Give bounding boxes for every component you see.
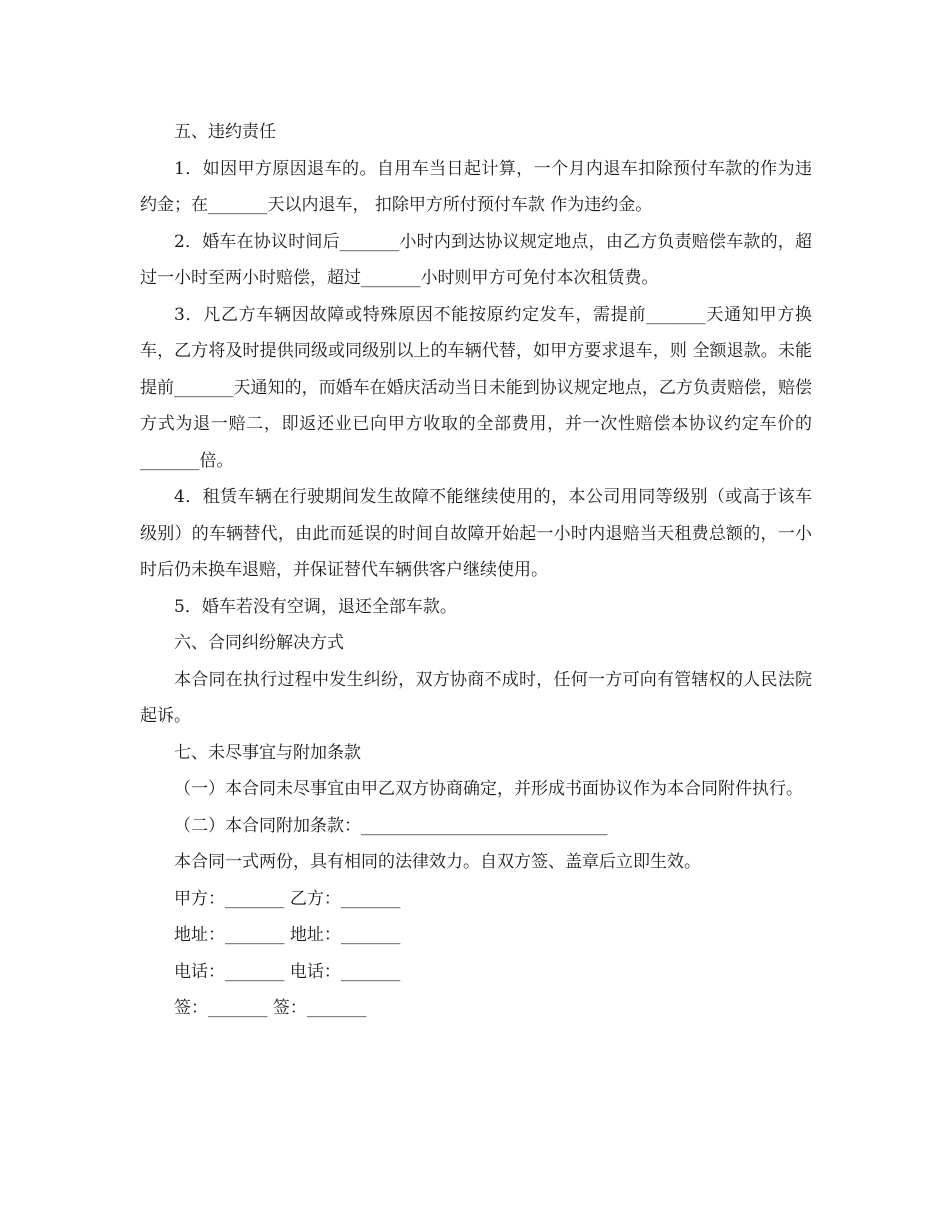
clause-7-1: （一）本合同未尽事宜由甲乙双方协商确定，并形成书面协议作为本合同附件执行。 [174,779,803,799]
clause-5-5: 5．婚车若没有空调，退还全部车款。 [174,596,457,617]
sign-line: 签：_______ 签：_______ [174,998,367,1018]
clause-5-1: 1．如因甲方原因退车的。自用车当日起计算，一个月内退车扣除预付车款的作为违约金；在_______天以内退车， 扣除甲方所付预付车款 作为违约金。 [140,158,812,215]
party-line: 甲方：_______ 乙方：_______ [174,888,401,909]
section-6-title: 六、合同纠纷解决方式 [174,633,344,653]
clause-6: 本合同在执行过程中发生纠纷，双方协商不成时，任何一方可向有管辖权的人民法院起诉。 [140,669,812,726]
section-7-title: 七、未尽事宜与附加条款 [174,742,361,763]
clause-final: 本合同一式两份，具有相同的法律效力。自双方签、盖章后立即生效。 [174,852,701,872]
contract-body [140,114,812,1027]
clause-5-3: 3．凡乙方车辆因故障或特殊原因不能按原约定发车，需提前_______天通知甲方换车，乙方将及时提供同级或同级别以上的车辆代替，如甲方要求退车，则 全额退款。未能提前_______天通知的，而婚车在婚庆活动当日未能到协议规定地点，乙方负责赔偿，赔偿方式为退一赔二，即返还业已向甲方收取的全部费用，并一次性赔偿本协议约定车价的_______倍。 [140,304,812,471]
section-5-title: 五、违约责任 [174,122,276,142]
clause-7-2: （二）本合同附加条款：_____________________________ [174,815,608,836]
clause-5-2: 2．婚车在协议时间后_______小时内到达协议规定地点，由乙方负责赔偿车款的，超过一小时至两小时赔偿，超过_______小时则甲方可免付本次租赁费。 [140,231,812,288]
address-line: 地址：_______ 地址：_______ [174,925,401,945]
clause-5-4: 4．租赁车辆在行驶期间发生故障不能继续使用的，本公司用同等级别（或高于该车级别）的车辆替代，由此而延误的时间自故障开始起一小时内退赔当天租费总额的，一小时后仍未换车退赔，并保证替代车辆供客户继续使用。 [140,487,812,580]
phone-line: 电话：_______ 电话：_______ [174,961,401,982]
